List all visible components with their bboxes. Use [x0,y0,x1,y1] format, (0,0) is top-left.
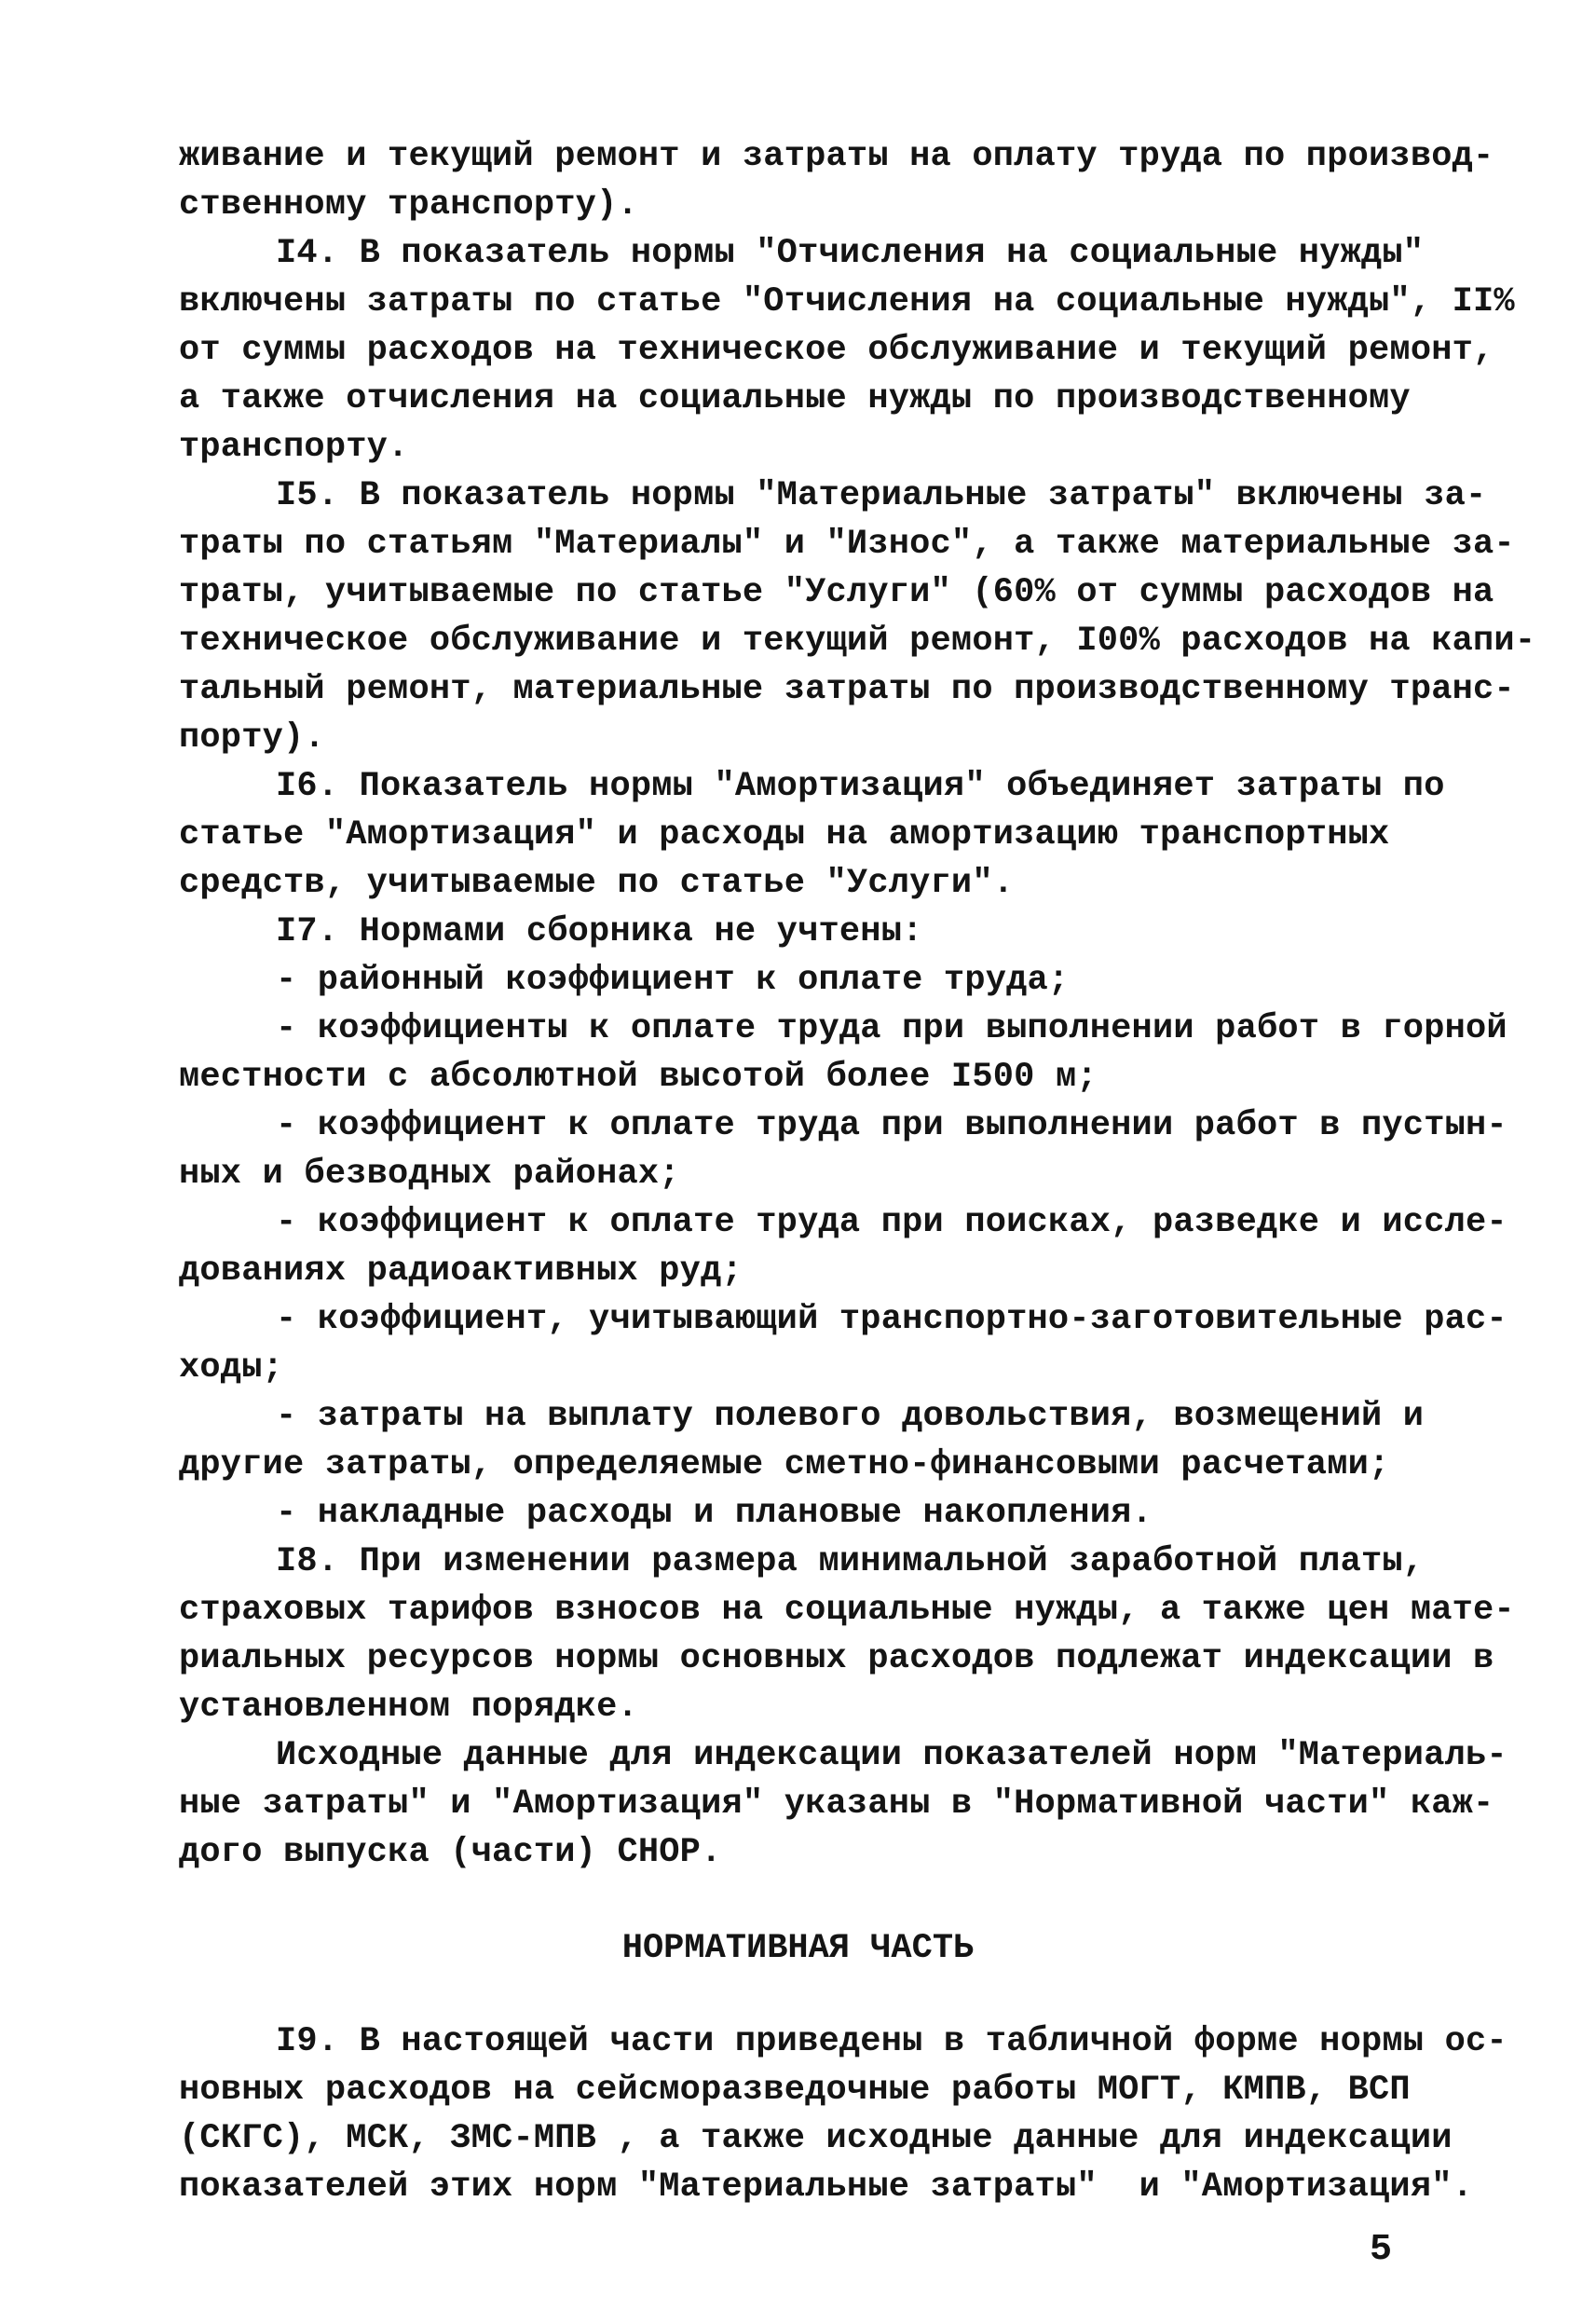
text-line: - коэффициент, учитывающий транспортно-заготовительные рас- [276,1300,1507,1339]
text-line: другие затраты, определяемые сметно-финансовыми расчетами; [179,1445,1390,1484]
text-line: I8. При изменении размера минимальной заработной платы, [276,1542,1425,1581]
text-line: ные затраты" и "Амортизация" указаны в "Нормативной части" каж- [179,1785,1494,1824]
text-line: от суммы расходов на техническое обслуживание и текущий ремонт, [179,331,1494,370]
text-line: Исходные данные для индексации показателей норм "Материаль- [276,1736,1507,1775]
text-line: - накладные расходы и плановые накопления. [276,1494,1153,1533]
text-line: ных и безводных районах; [179,1155,680,1194]
text-line: - коэффициент к оплате труда при выполнении работ в пустын- [276,1106,1507,1145]
text-line: тальный ремонт, материальные затраты по производственному транс- [179,670,1515,709]
text-line: местности с абсолютной высотой более I500 м; [179,1058,1098,1097]
text-line: I4. В показатель нормы "Отчисления на социальные нужды" [276,234,1425,273]
text-line: включены затраты по статье "Отчисления на социальные нужды", II% [179,282,1515,321]
text-line: транспорту. [179,428,409,467]
text-line: живание и текущий ремонт и затраты на оплату труда по производ- [179,137,1494,176]
text-line: I7. Нормами сборника не учтены: [276,912,923,951]
text-line: статье "Амортизация" и расходы на амортизацию транспортных [179,815,1390,855]
text-line: установленном порядке. [179,1688,638,1727]
text-line: средств, учитываемые по статье "Услуги". [179,864,1015,903]
text-line: порту). [179,718,325,758]
text-line: дого выпуска (части) СНОР. [179,1833,722,1872]
text-line: I9. В настоящей части приведены в табличной форме нормы ос- [276,2022,1507,2061]
text-line: техническое обслуживание и текущий ремонт, I00% расходов на капи- [179,622,1536,661]
text-line: ственному транспорту). [179,185,638,225]
text-line: показателей этих норм "Материальные затраты" и "Амортизация". [179,2167,1474,2207]
text-line: риальных ресурсов нормы основных расходов подлежат индексации в [179,1639,1494,1678]
text-line: траты по статьям "Материалы" и "Износ", а также материальные за- [179,525,1515,564]
text-line: дованиях радиоактивных руд; [179,1251,743,1291]
page-number: 5 [1370,2229,1393,2271]
text-line: - затраты на выплату полевого довольствия, возмещений и [276,1397,1425,1436]
text-line: (СКГС), МСК, ЗМС-МПВ , а также исходные данные для индексации [179,2119,1453,2158]
text-line: - коэффициенты к оплате труда при выполнении работ в горной [276,1009,1507,1048]
text-line: новных расходов на сейсморазведочные работы МОГТ, КМПВ, ВСП [179,2071,1411,2110]
section-heading: НОРМАТИВНАЯ ЧАСТЬ [621,1929,975,1968]
text-line: - коэффициент к оплате труда при поисках, разведке и иссле- [276,1203,1507,1242]
text-line: а также отчисления на социальные нужды по производственному [179,379,1411,418]
text-line: I5. В показатель нормы "Материальные затраты" включены за- [276,476,1487,515]
text-line: - районный коэффициент к оплате труда; [276,961,1070,1000]
text-line: траты, учитываемые по статье "Услуги" (60% от суммы расходов на [179,573,1494,612]
text-line: страховых тарифов взносов на социальные нужды, а также цен мате- [179,1591,1515,1630]
text-line: ходы; [179,1348,284,1388]
text-line: I6. Показатель нормы "Амортизация" объединяет затраты по [276,767,1445,806]
